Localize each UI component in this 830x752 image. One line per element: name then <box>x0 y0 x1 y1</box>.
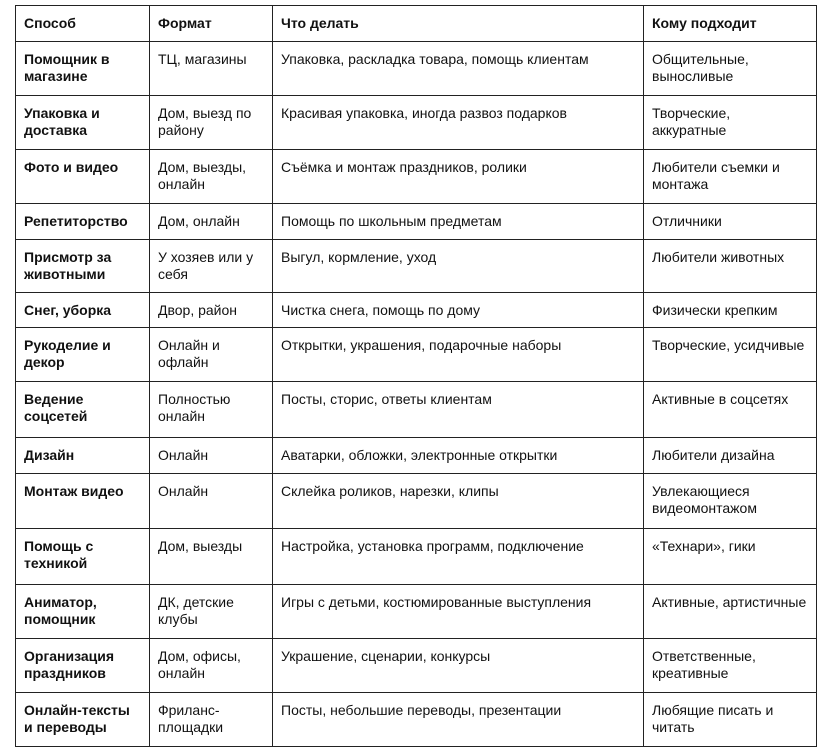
cell-method: Рукоделие и декор <box>16 328 150 382</box>
cell-what-to-do: Аватарки, обложки, электронные открытки <box>273 438 644 474</box>
header-method: Способ <box>16 6 150 42</box>
cell-suits-whom: Любители дизайна <box>644 438 817 474</box>
table-row <box>16 474 817 529</box>
cell-what-to-do: Посты, сторис, ответы клиентам <box>273 382 644 438</box>
cell-method: Ведение соцсетей <box>16 382 150 438</box>
table-row <box>16 382 817 438</box>
cell-method: Монтаж видео <box>16 474 150 529</box>
header-suits-whom: Кому подходит <box>644 6 817 42</box>
header-row <box>16 6 817 42</box>
cell-method: Аниматор, помощник <box>16 585 150 639</box>
jobs-table <box>15 5 817 747</box>
cell-format: Онлайн и офлайн <box>150 328 273 382</box>
cell-format: У хозяев или у себя <box>150 240 273 293</box>
cell-method: Дизайн <box>16 438 150 474</box>
table-row <box>16 328 817 382</box>
cell-what-to-do: Игры с детьми, костюмированные выступления <box>273 585 644 639</box>
table-row <box>16 240 817 293</box>
cell-method: Фото и видео <box>16 150 150 204</box>
cell-what-to-do: Чистка снега, помощь по дому <box>273 293 644 328</box>
cell-suits-whom: Творческие, аккуратные <box>644 96 817 150</box>
cell-what-to-do: Съёмка и монтаж праздников, ролики <box>273 150 644 204</box>
cell-format: Дом, выезды <box>150 529 273 585</box>
cell-format: Двор, район <box>150 293 273 328</box>
table-row <box>16 96 817 150</box>
cell-format: Дом, офисы, онлайн <box>150 639 273 693</box>
table-row <box>16 585 817 639</box>
cell-format: Онлайн <box>150 438 273 474</box>
cell-suits-whom: Увлекающиеся видеомонтажом <box>644 474 817 529</box>
cell-format: ДК, детские клубы <box>150 585 273 639</box>
header-format: Формат <box>150 6 273 42</box>
cell-suits-whom: Активные в соцсетях <box>644 382 817 438</box>
cell-method: Упаковка и доставка <box>16 96 150 150</box>
cell-what-to-do: Открытки, украшения, подарочные наборы <box>273 328 644 382</box>
cell-suits-whom: Любители животных <box>644 240 817 293</box>
cell-suits-whom: Отличники <box>644 204 817 240</box>
cell-format: Полностью онлайн <box>150 382 273 438</box>
cell-suits-whom: Общительные, выносливые <box>644 42 817 96</box>
cell-method: Присмотр за животными <box>16 240 150 293</box>
table-row <box>16 639 817 693</box>
cell-format: ТЦ, магазины <box>150 42 273 96</box>
cell-method: Помощь с техникой <box>16 529 150 585</box>
cell-method: Репетиторство <box>16 204 150 240</box>
cell-format: Фриланс-площадки <box>150 693 273 747</box>
cell-what-to-do: Красивая упаковка, иногда развоз подарков <box>273 96 644 150</box>
cell-what-to-do: Украшение, сценарии, конкурсы <box>273 639 644 693</box>
cell-format: Дом, выезды, онлайн <box>150 150 273 204</box>
cell-what-to-do: Посты, небольшие переводы, презентации <box>273 693 644 747</box>
cell-suits-whom: «Технари», гики <box>644 529 817 585</box>
cell-method: Помощник в магазине <box>16 42 150 96</box>
cell-what-to-do: Настройка, установка программ, подключение <box>273 529 644 585</box>
cell-what-to-do: Упаковка, раскладка товара, помощь клиентам <box>273 42 644 96</box>
cell-suits-whom: Активные, артистичные <box>644 585 817 639</box>
cell-suits-whom: Творческие, усидчивые <box>644 328 817 382</box>
cell-what-to-do: Помощь по школьным предметам <box>273 204 644 240</box>
table-row <box>16 150 817 204</box>
table-row <box>16 204 817 240</box>
cell-format: Онлайн <box>150 474 273 529</box>
table-row <box>16 42 817 96</box>
cell-method: Онлайн-тексты и переводы <box>16 693 150 747</box>
table-row <box>16 693 817 747</box>
cell-suits-whom: Любящие писать и читать <box>644 693 817 747</box>
cell-what-to-do: Склейка роликов, нарезки, клипы <box>273 474 644 529</box>
cell-suits-whom: Физически крепким <box>644 293 817 328</box>
table-row <box>16 293 817 328</box>
cell-format: Дом, онлайн <box>150 204 273 240</box>
cell-format: Дом, выезд по району <box>150 96 273 150</box>
table-row <box>16 438 817 474</box>
cell-method: Снег, уборка <box>16 293 150 328</box>
cell-suits-whom: Ответственные, креативные <box>644 639 817 693</box>
cell-method: Организация праздников <box>16 639 150 693</box>
cell-suits-whom: Любители съемки и монтажа <box>644 150 817 204</box>
header-what-to-do: Что делать <box>273 6 644 42</box>
cell-what-to-do: Выгул, кормление, уход <box>273 240 644 293</box>
table-row <box>16 529 817 585</box>
